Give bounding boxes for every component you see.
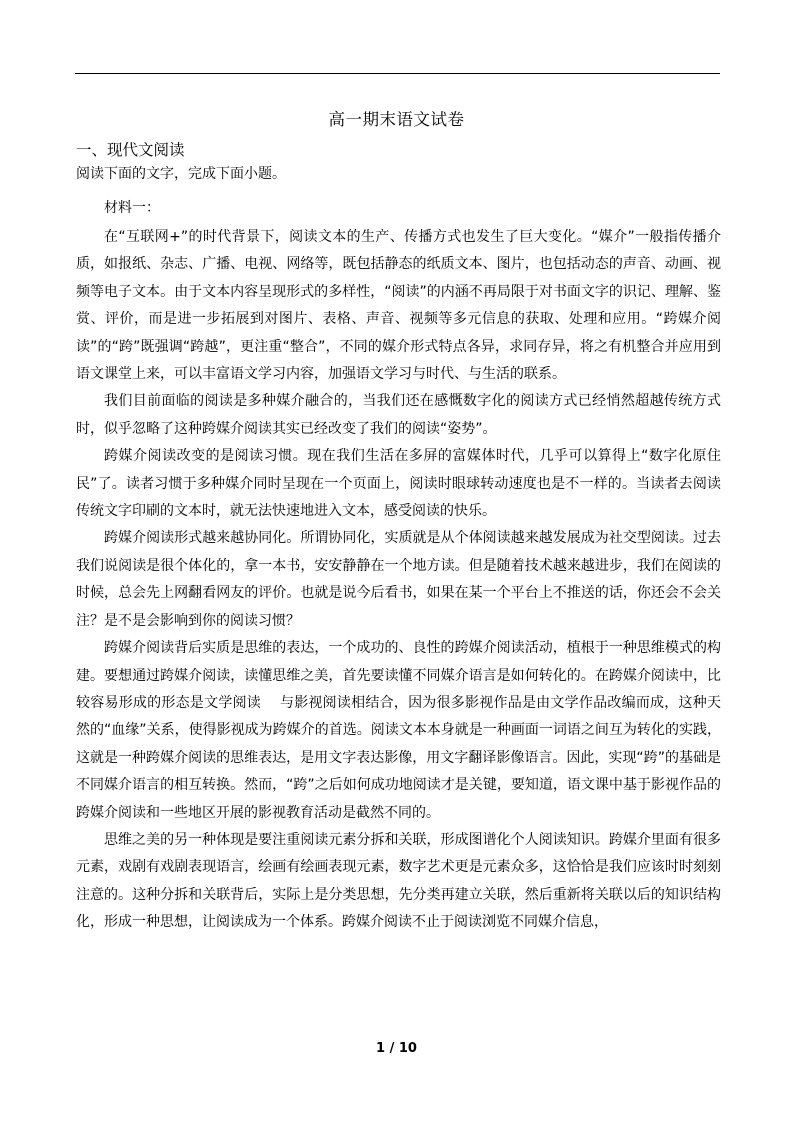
material-label: 材料一： [104,200,160,216]
reading-instruction: 阅读下面的文字，完成下面小题。 [76,166,286,182]
page-number: 1 / 10 [376,1041,417,1056]
passage-paragraph: 跨媒介阅读背后实质是思维的表达，一个成功的、良性的跨媒介阅读活动，植根于一种思维模式的构建。要想通过跨媒介阅读，读懂思维之美，首先要读懂不同媒介语言是如何转化的。在跨媒介阅读中，比较容易形成的形态是文学阅读 与影视阅读相结合，因为很多影视作品是由文学作品改编而成，这种天然的“血缘”关系，使得影视成为跨媒介的首选。阅读文本本身就是一种画面一词语之间互为转化的实践，这就是一种跨媒介阅读的思维表达，是用文字表达影像，用文字翻译影像语言。因此，实现“跨”的基础是不同媒介语言的相互转换。然而，“跨”之后如何成功地阅读才是关键，要知道，语文课中基于影视作品的跨媒介阅读和一些地区开展的影视教育活动是截然不同的。 [76,640,721,821]
header-rule [75,73,720,74]
passage-paragraph: 跨媒介阅读形式越来越协同化。所谓协同化，实质就是从个体阅读越来越发展成为社交型阅读。过去我们说阅读是很个体化的，拿一本书，安安静静在一个地方读。但是随着技术越来越进步，我们在阅读的时候，总会先上网翻看网友的评价。也就是说今后看书，如果在某一个平台上不推送的话，你还会不会关注？是不是会影响到你的阅读习惯？ [76,530,721,629]
section-heading: 一、现代文阅读 [76,141,185,159]
passage-paragraph: 思维之美的另一种体现是要注重阅读元素分拆和关联，形成图谱化个人阅读知识。跨媒介里面有很多元素，戏剧有戏剧表现语言，绘画有绘画表现元素，数字艺术更是元素众多，这恰恰是我们应该时时刻刻注意的。这种分拆和关联背后，实际上是分类思想，先分类再建立关联，然后重新将关联以后的知识结构化，形成一种思想，让阅读成为一个体系。跨媒介阅读不止于阅读浏览不同媒介信息， [76,831,721,931]
passage-paragraph: 在“互联网+”的时代背景下，阅读文本的生产、传播方式也发生了巨大变化。“媒介”一般指传播介质，如报纸、杂志、广播、电视、网络等，既包括静态的纸质文本、图片，也包括动态的声音、动画、视频等电子文本。由于文本内容呈现形式的多样性，“阅读”的内涵不再局限于对书面文字的识记、理解、鉴赏、评价，而是进一步拓展到对图片、表格、声音、视频等多元信息的获取、处理和应用。“跨媒介阅读”的“跨”既强调“跨越”，更注重“整合”，不同的媒介形式特点各异，求同存异，将之有机整合并应用到语文课堂上来，可以丰富语文学习内容，加强语文学习与时代、与生活的联系。 [76,229,721,383]
page-title: 高一期末语文试卷 [328,110,465,129]
passage-paragraph: 跨媒介阅读改变的是阅读习惯。现在我们生活在多屏的富媒体时代，几乎可以算得上“数字化原住民”了。读者习惯于多种媒介同时呈现在一个页面上，阅读时眼球转动速度也是不一样的。当读者去阅读传统文字印刷的文本时，就无法快速地进入文本，感受阅读的快乐。 [76,448,721,520]
reading-passage [76,224,721,937]
passage-paragraph: 我们目前面临的阅读是多种媒介融合的，当我们还在感慨数字化的阅读方式已经悄然超越传统方式时，似乎忽略了这种跨媒介阅读其实已经改变了我们的阅读“姿势”。 [76,393,721,437]
